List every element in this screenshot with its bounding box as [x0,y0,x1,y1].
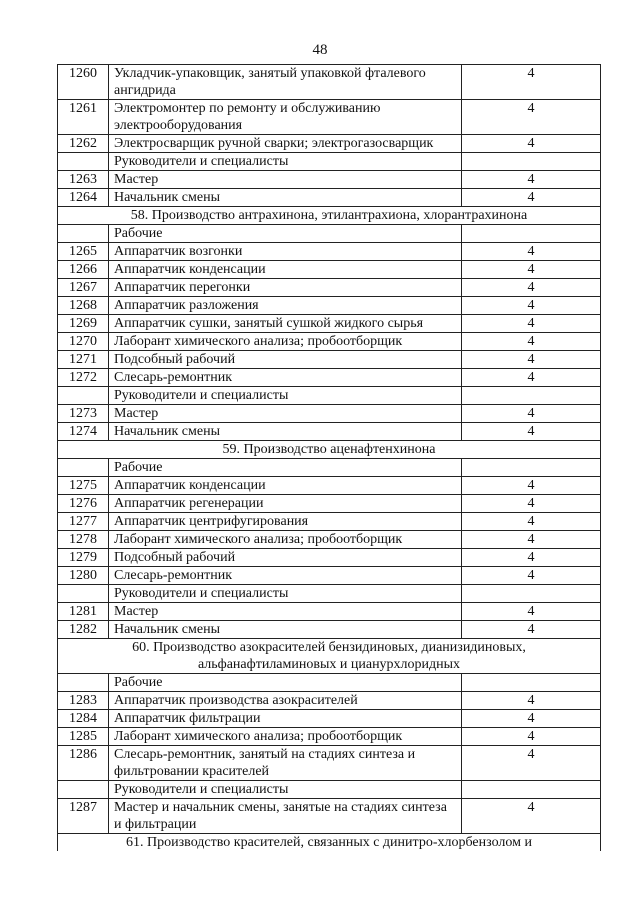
position-number: 1267 [58,279,109,297]
classification-value: 4 [462,297,601,315]
position-name: Подсобный рабочий [109,351,462,369]
position-number: 1272 [58,369,109,387]
table-row [58,621,601,639]
section-heading-row [58,441,601,459]
table-row [58,710,601,728]
position-name: Аппаратчик перегонки [109,279,462,297]
position-number [58,387,109,405]
position-number: 1282 [58,621,109,639]
position-name: Начальник смены [109,621,462,639]
position-number: 1279 [58,549,109,567]
section-title: 60. Производство азокрасителей бензидиновых, дианизидиновых, альфанафтиламиновых и цианурхлоридных [58,639,601,674]
position-number: 1286 [58,746,109,781]
position-name: Аппаратчик производства азокрасителей [109,692,462,710]
classification-value: 4 [462,333,601,351]
position-name: Слесарь-ремонтник, занятый на стадиях синтеза и фильтровании красителей [109,746,462,781]
position-number [58,225,109,243]
group-title: Руководители и специалисты [109,585,462,603]
position-name: Слесарь-ремонтник [109,369,462,387]
classification-value: 4 [462,513,601,531]
table-row [58,799,601,834]
position-name: Мастер [109,405,462,423]
position-name: Мастер и начальник смены, занятые на стадиях синтеза и фильтрации [109,799,462,834]
group-title: Рабочие [109,674,462,692]
classification-value [462,387,601,405]
classification-value: 4 [462,746,601,781]
classification-value [462,781,601,799]
position-number: 1276 [58,495,109,513]
position-number: 1273 [58,405,109,423]
position-number: 1263 [58,171,109,189]
position-number: 1260 [58,65,109,100]
position-name: Электросварщик ручной сварки; электрогазосварщик [109,135,462,153]
position-name: Аппаратчик фильтрации [109,710,462,728]
classification-value: 4 [462,315,601,333]
classification-value: 4 [462,710,601,728]
position-number: 1283 [58,692,109,710]
classification-value: 4 [462,567,601,585]
classification-value: 4 [462,692,601,710]
position-number: 1278 [58,531,109,549]
classification-value: 4 [462,495,601,513]
position-number: 1275 [58,477,109,495]
table-row [58,495,601,513]
position-name: Аппаратчик конденсации [109,477,462,495]
position-name: Аппаратчик сушки, занятый сушкой жидкого сырья [109,315,462,333]
classification-value: 4 [462,799,601,834]
section-heading-row [58,639,601,674]
classification-value: 4 [462,135,601,153]
classification-value: 4 [462,621,601,639]
section-title: 61. Производство красителей, связанных с динитро-хлорбензолом и [58,834,601,852]
table-row [58,297,601,315]
classification-value: 4 [462,549,601,567]
group-heading-row [58,459,601,477]
classification-value: 4 [462,351,601,369]
table-row [58,243,601,261]
section-title: 58. Производство антрахинона, этилантрахиона, хлорантрахинона [58,207,601,225]
table-row [58,513,601,531]
group-heading-row [58,387,601,405]
group-heading-row [58,781,601,799]
table-row [58,333,601,351]
page-number: 48 [312,42,328,58]
table-row [58,369,601,387]
position-name: Начальник смены [109,423,462,441]
group-heading-row [58,225,601,243]
classification-value: 4 [462,531,601,549]
position-name: Аппаратчик регенерации [109,495,462,513]
position-name: Укладчик-упаковщик, занятый упаковкой фталевого ангидрида [109,65,462,100]
table-row [58,477,601,495]
position-number [58,459,109,477]
table-row [58,189,601,207]
positions-table [57,64,601,851]
classification-value [462,459,601,477]
position-number: 1265 [58,243,109,261]
table-row [58,351,601,369]
table-row [58,531,601,549]
position-number: 1274 [58,423,109,441]
table-row [58,315,601,333]
position-number: 1287 [58,799,109,834]
classification-value: 4 [462,603,601,621]
section-title: 59. Производство аценафтенхинона [58,441,601,459]
classification-value [462,585,601,603]
table-row [58,603,601,621]
position-number: 1281 [58,603,109,621]
classification-value: 4 [462,171,601,189]
classification-value [462,225,601,243]
table-row [58,65,601,100]
table-row [58,171,601,189]
classification-value: 4 [462,65,601,100]
group-heading-row [58,585,601,603]
group-title: Руководители и специалисты [109,387,462,405]
position-name: Слесарь-ремонтник [109,567,462,585]
classification-value: 4 [462,279,601,297]
classification-value: 4 [462,369,601,387]
table-row [58,567,601,585]
group-title: Руководители и специалисты [109,153,462,171]
position-number: 1277 [58,513,109,531]
position-number [58,153,109,171]
table-row [58,692,601,710]
classification-value: 4 [462,423,601,441]
classification-value [462,674,601,692]
group-title: Рабочие [109,459,462,477]
position-name: Аппаратчик возгонки [109,243,462,261]
section-heading-row [58,207,601,225]
table-row [58,405,601,423]
table-row [58,135,601,153]
table-row [58,279,601,297]
position-name: Мастер [109,171,462,189]
group-heading-row [58,153,601,171]
table-row [58,423,601,441]
position-number [58,585,109,603]
position-name: Подсобный рабочий [109,549,462,567]
position-name: Лаборант химического анализа; пробоотборщик [109,728,462,746]
table-row [58,100,601,135]
position-number: 1280 [58,567,109,585]
group-title: Рабочие [109,225,462,243]
position-name: Лаборант химического анализа; пробоотборщик [109,333,462,351]
table-row [58,261,601,279]
table-row [58,549,601,567]
table-row [58,728,601,746]
position-name: Мастер [109,603,462,621]
position-number: 1284 [58,710,109,728]
classification-value: 4 [462,100,601,135]
position-name: Начальник смены [109,189,462,207]
position-number: 1264 [58,189,109,207]
position-number: 1269 [58,315,109,333]
position-name: Аппаратчик центрифугирования [109,513,462,531]
position-number [58,781,109,799]
position-number: 1285 [58,728,109,746]
classification-value: 4 [462,405,601,423]
position-number: 1262 [58,135,109,153]
group-heading-row [58,674,601,692]
position-number: 1261 [58,100,109,135]
classification-value [462,153,601,171]
position-name: Лаборант химического анализа; пробоотборщик [109,531,462,549]
classification-value: 4 [462,477,601,495]
section-heading-row [58,834,601,852]
position-number [58,674,109,692]
position-number: 1270 [58,333,109,351]
position-number: 1271 [58,351,109,369]
table-row [58,746,601,781]
position-name: Аппаратчик разложения [109,297,462,315]
classification-value: 4 [462,189,601,207]
position-number: 1268 [58,297,109,315]
classification-value: 4 [462,728,601,746]
group-title: Руководители и специалисты [109,781,462,799]
classification-value: 4 [462,261,601,279]
position-name: Электромонтер по ремонту и обслуживанию электрооборудования [109,100,462,135]
classification-value: 4 [462,243,601,261]
position-name: Аппаратчик конденсации [109,261,462,279]
position-number: 1266 [58,261,109,279]
